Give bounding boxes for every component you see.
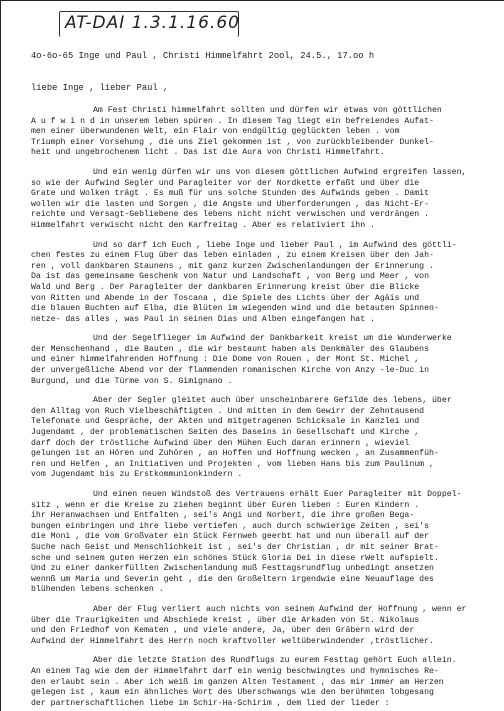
salutation: liebe Inge , lieber Paul , [31,83,169,93]
text-line: men einer überwundenen Welt, ein Flair von endgültig geglückten leben . vom [31,127,400,137]
text-line: die blauen Buchten auf Elba, die Blüten im wiegenden wind und die betauten Spinnen- [31,304,439,314]
text-line: chen festes zu einem Flug über das leben einladen , zu einem Kreisen über den Jah- [31,251,434,261]
text-line: die Moni , die vom Großvater ein Stück Fernweh geerbt hat und nun überall auf der [31,532,429,542]
text-line: so wie der Aufwind Segler und Paragleiter vor der Nordkette erfaßt und über die [31,178,420,188]
paragraph [31,168,499,232]
text-line: Und zu einer dankerfüllten Zwischenlandung muß Festtagsrundflug unbedingt ansetzen [31,564,434,574]
text-line: ihr Heranwachsen und Entfalten , sei's Angi und Norbert, die ihre großen Bega- [31,511,415,521]
text-line: über die Traurigkeiten und Abschiede kreist , über die Arkaden von St. Nikolaus [31,615,420,625]
text-line: Und der Segelflieger im Aufwind der Dankbarkeit kreist um die Wunderwerke [93,334,452,344]
text-line: Aber die letzte Station des Rundflugs zu eurem Festtag gehört Euch allein. [93,656,457,666]
text-line: Und so darf ich Euch , liebe Inge und lieber Paul , im Aufwind des göttli- [93,240,457,250]
text-line: wollen wir die lasten und Sorgen , die Ängste und Überforderungen , das Nicht-Er- [31,199,429,209]
text-line: Wald und Berg . Der Paragleiter der dankbaren Erinnerung kreist über die Blicke [31,282,420,292]
text-line: Aber der Flug verliert auch nichts von seinem Aufwind der Hoffnung , wenn er [93,604,467,614]
paragraph [31,334,499,387]
letter-body [31,97,499,709]
text-line: und den Friedhof von Kematen , und viele andere, Ja, über den Gräbern wird der [31,626,415,636]
paragraph [31,241,499,326]
text-line: Suche nach Geist und Menschlichkeit ist , sei's der Christian , dr mit seiner Brat- [31,542,439,552]
text-line: Am Fest Christi himmelfahrt sollten und dürfen wir etwas von göttlichen [93,106,442,115]
text-line: reichte und Versagt-Gebliebene des lebens nicht nicht verwischen und verdrängen . [31,210,429,220]
text-line: der unvergeßliche Abend vor der flammenden romanischen Kirche von Anzy -le-Duc in [31,366,429,376]
text-line: darf doch der tröstliche Aufwind über den Mühen Euch daran erinnern , wieviel [31,438,410,448]
text-line: Grate und Wolken trägt . Es muß für uns solche Stunden des Aufwinds geben . Damit [31,189,429,199]
text-line: An einem Tag wie dem der Himmelfahrt darf ein wenig beschwingtes und hymnisches Re- [31,666,439,676]
text-line: sche und seinem guten Herzen ein schönes Stück Gloria Dei in diese rWelt aufspielt. [31,553,439,563]
text-line: Telefonate und Gespräche, der Akten und mitgetragenen Schicksale in Kanzlei und [31,417,420,427]
text-line: vom Jugendamt bis zu Erstkommunionkindern . [31,470,243,480]
text-line: den erlaubt sein . Aber ich weiß im ganzen Alten Testament , das mir immer am Herzen [31,677,444,687]
text-line: und einer himmelfahrenden Hoffnung : Die Dome von Rouen , der Mont St. Michel , [31,355,420,365]
archive-stamp [59,11,239,37]
text-line: Burgund, und die Türme von S. Gimignano . [31,376,233,386]
paragraph [31,490,499,596]
text-line: netze- das alles , was Paul in seinen Dias und Alben eingefangen hat . [31,314,375,324]
letter-header: 4o-6o-65 Inge und Paul , Christi Himmelfahrt 2ool, 24.5., 17.oo h [31,51,375,61]
text-line: Triumph einer Vorsehung , die uns Ziel gekommen ist , von zurückbleibender Dunkel- [31,137,434,147]
text-line: Da ist das gemeinsame Geschenk von Natur und Landschaft , von Berg und Meer , von [31,272,429,282]
text-line: A u f w i n d in unserem leben spüren . In diesem Tag liegt ein befreiendes Aufat- [31,116,434,126]
paragraph [31,656,499,709]
text-line: gelegen ist , kaum ein ähnliches Wort des Überschwangs wie den berühmten lobgesang [31,688,434,698]
text-line: der Menschenhand , die Bauten , die wir bestaunt haben als Denkmäler des Glaubens [31,344,429,354]
text-line: wennß um Maria und Severin geht , die den Großeltern irgendwie eine Neuauflage des [31,574,434,584]
text-line: heit und ungebrochenem licht . Das ist die Aura von Christi Himmelfahrt. [31,148,385,158]
text-line: ren , voll dankbaren Staunens , mit ganz kurzen Zwischenlandungen der Erinnerung . [31,261,434,271]
text-line: Und einen neuen Windstoß des Vertrauens erhält Euer Paragleiter mit Doppel- [93,490,462,499]
text-line: Jugendamt , der problematischen Seiten des Daseins in Gesellschaft und Kirche , [31,428,420,438]
paragraph [31,605,499,647]
paragraph [31,106,499,159]
text-line: Und ein wenig dürfen wir uns von diesem göttlichen Aufwind ergreifen lassen, [93,167,467,177]
text-line: sitz , wenn er die Kreise zu ziehen beginnt über Euren lieben : Euren Kindern . [31,500,420,510]
text-line: bungen einbringen und ihre liebe vertiefen , auch durch schwierige Zeiten , sei's [31,521,429,531]
text-line: von Ritten und Abende in der Toscana , die Spiele des Lichts über der Ägäis und [31,293,420,303]
text-line: Himmelfahrt verwischt nicht den Karfreitag . Aber es relativiert ihn . [31,220,375,230]
text-line: Aufwind der Himmelfahrt des Herrn noch kraftvoller weltüberwindender ,tröstlicher. [31,636,434,646]
text-line: den Alltag von Ruch Vielbeschäftigten . Und mitten in dem Gewirr der Zehntausend [31,406,425,416]
archive-stamp-text: AT-DAI 1.3.1.16.60 [65,13,240,33]
text-line: ren und Helfen , an Initiativen und Projekten , vom lieben Hans bis zum Paulinum , [31,459,434,469]
text-line: Aber der Segler gleitet auch über unscheinbarere Gefilde des lebens, über [93,396,452,406]
text-line: gelungen ist an Hören und Zuhören , an Hoffen und Hoffnung wecken , an Zusammenfüh- [31,449,439,459]
paragraph [31,396,499,481]
text-line: der partnerschaftlichen liebe im Schir-Ha-Schirim , dem lied der lieder : [31,698,390,708]
text-line: blühenden lebens schenken . [31,585,164,595]
